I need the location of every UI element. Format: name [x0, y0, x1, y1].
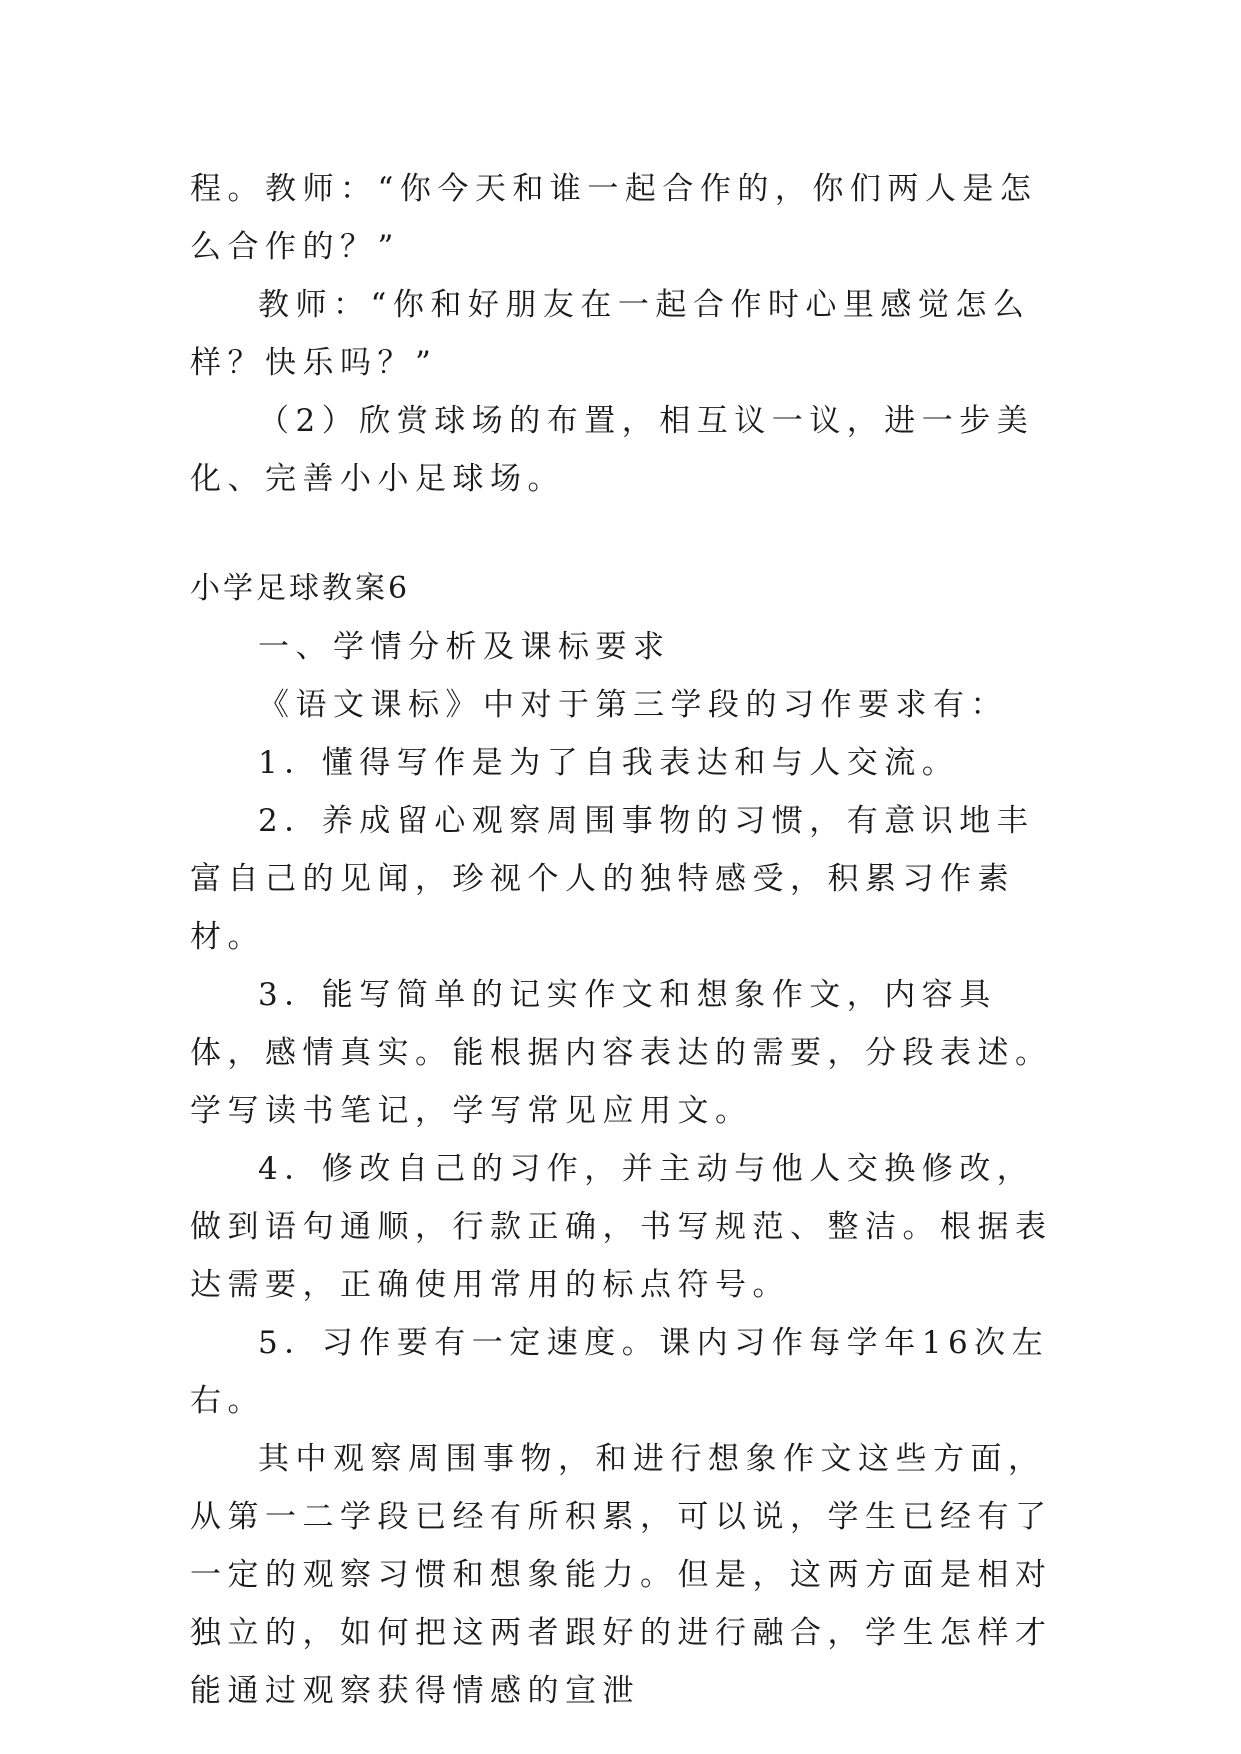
paragraph-teacher-question: 教师：“你和好朋友在一起合作时心里感觉怎么样？快乐吗？”	[190, 287, 1031, 381]
requirement-item: 1．懂得写作是为了自我表达和与人交流。	[258, 745, 960, 781]
requirement-item: 4．修改自己的习作，并主动与他人交换修改，做到语句通顺，行款正确，书写规范、整洁。根据表达需要，正确使用常用的标点符号。	[190, 1151, 1053, 1303]
requirement-item: 5．习作要有一定速度。课内习作每学年16次左右。	[190, 1325, 1050, 1419]
section-heading: 一、学情分析及课标要求	[258, 629, 671, 665]
intro-paragraph: 《语文课标》中对于第三学段的习作要求有：	[258, 687, 1008, 723]
requirement-item: 3．能写简单的记实作文和想象作文，内容具体，感情真实。能根据内容表达的需要，分段表述。学写读书笔记，学写常见应用文。	[190, 977, 1053, 1129]
section-title: 小学足球教案6	[190, 571, 411, 606]
section-spacer	[190, 508, 1060, 560]
requirement-item: 2．养成留心观察周围事物的习惯，有意识地丰富自己的见闻，珍视个人的独特感受，积累习作素材。	[190, 803, 1035, 955]
paragraph-continuation: 程。教师：“你今天和谁一起合作的，你们两人是怎么合作的？”	[190, 171, 1038, 265]
closing-paragraph: 其中观察周围事物，和进行想象作文这些方面，从第一二学段已经有所积累，可以说，学生已经有了一定的观察习惯和想象能力。但是，这两方面是相对独立的，如何把这两者跟好的进行融合，学生怎样才能通过观察获得情感的宣泄	[190, 1441, 1053, 1709]
paragraph-step-2: （2）欣赏球场的布置，相互议一议，进一步美化、完善小小足球场。	[190, 403, 1035, 497]
document-body	[190, 160, 1060, 1720]
